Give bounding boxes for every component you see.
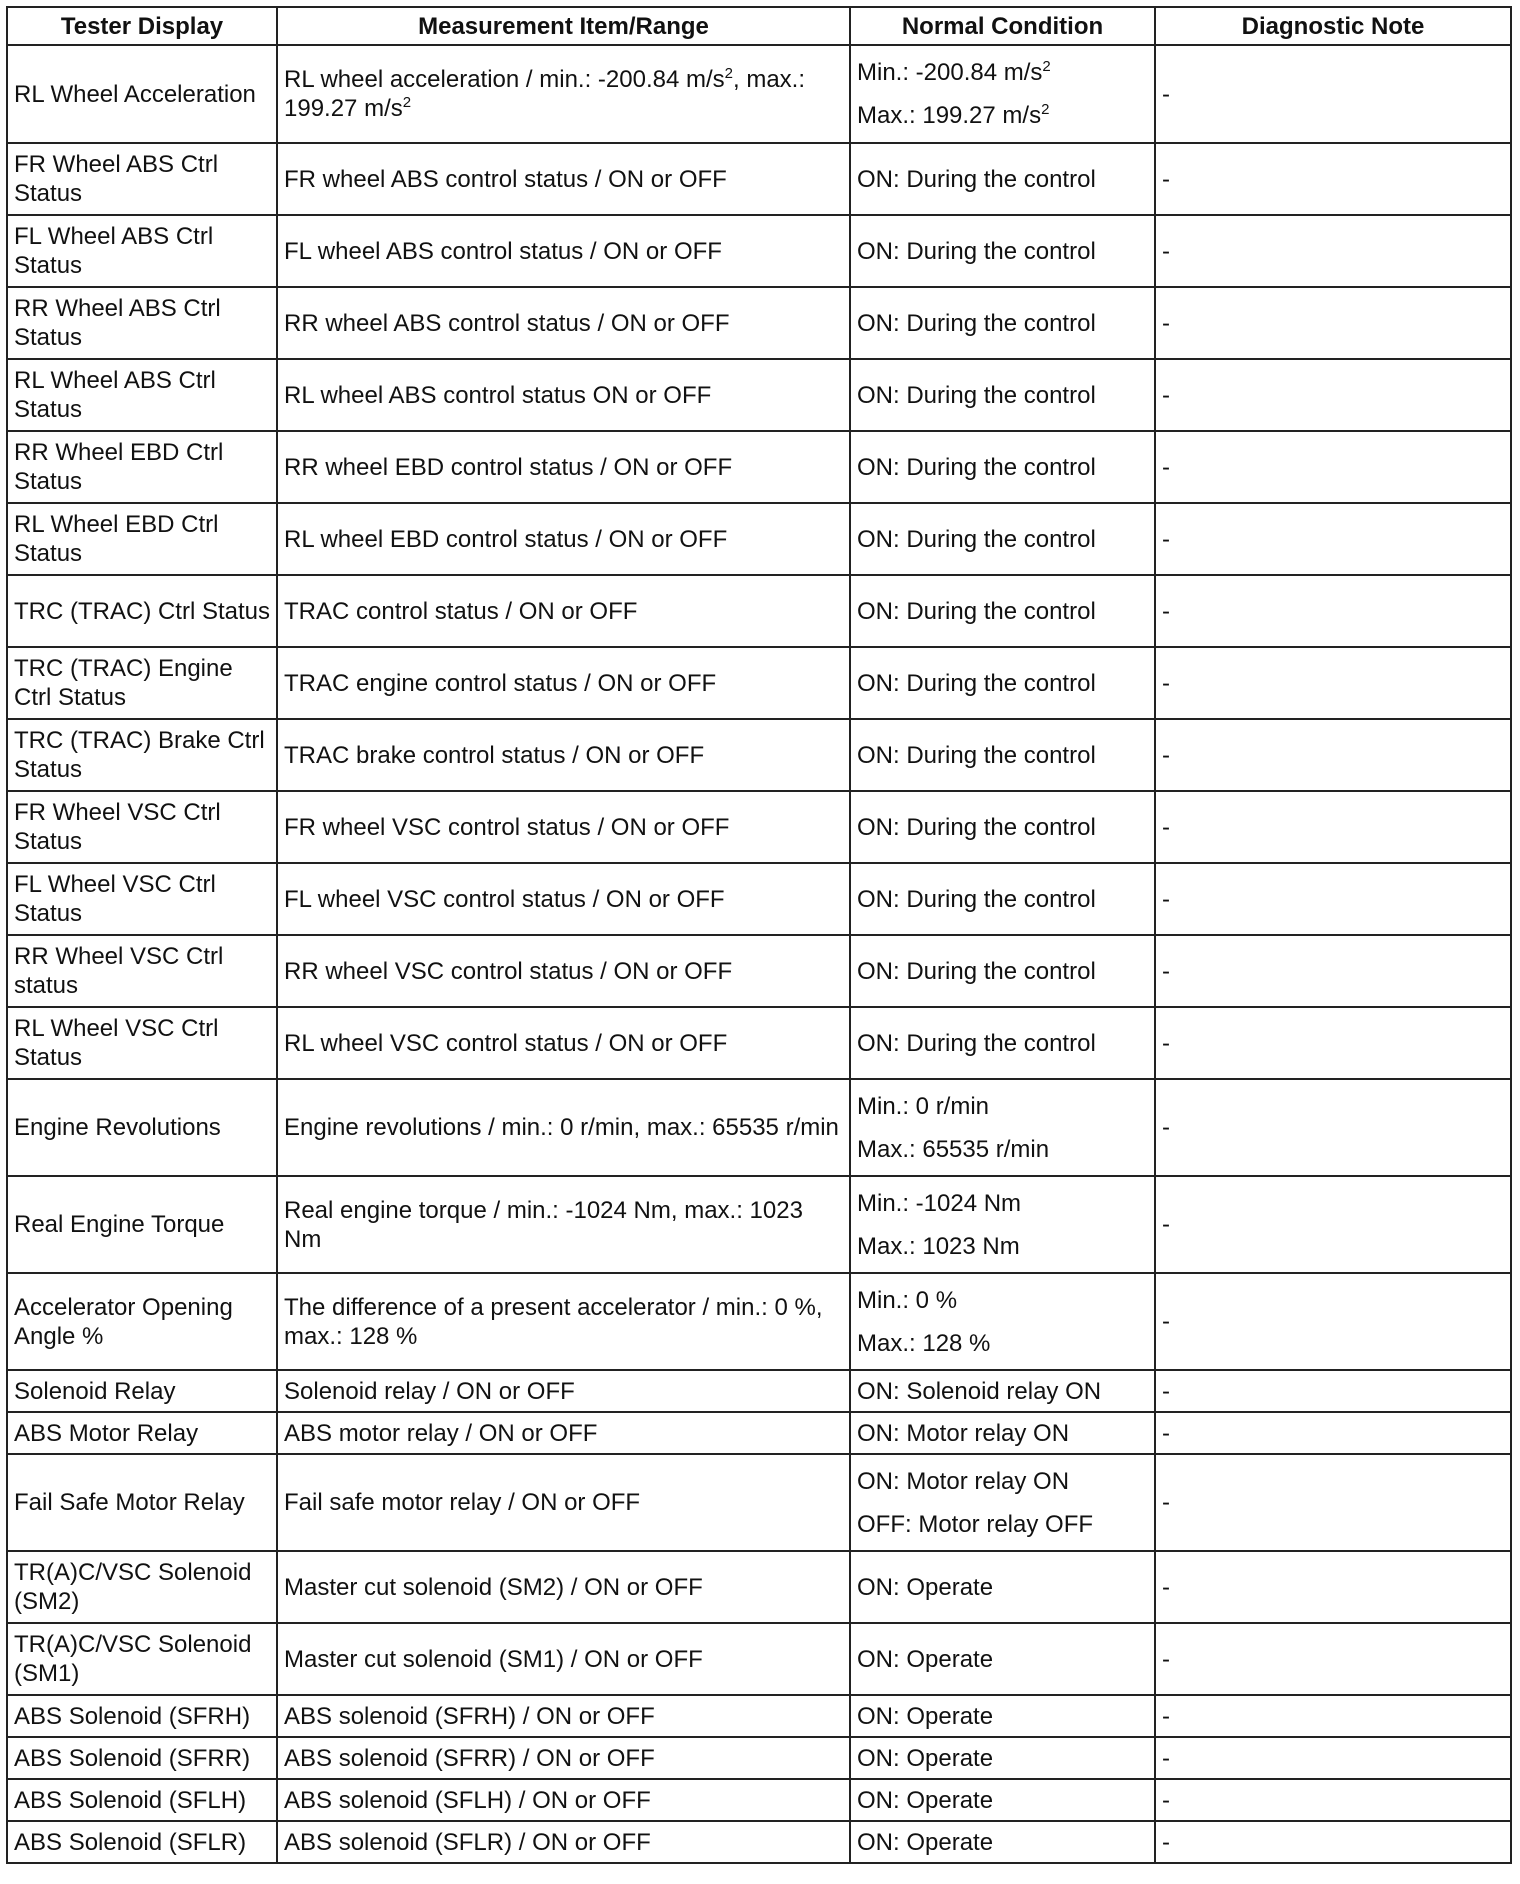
normal-condition-line: ON: During the control xyxy=(857,453,1096,481)
header-diagnostic-note: Diagnostic Note xyxy=(1155,7,1511,45)
table-row xyxy=(7,1737,1511,1779)
normal-condition-line: Min.: -200.84 $m/s^2$ xyxy=(857,58,1051,86)
cell-diagnostic-note: - xyxy=(1155,1273,1511,1370)
header-tester-display: Tester Display xyxy=(7,7,277,45)
cell-normal-condition xyxy=(850,935,1155,1007)
cell-measurement-item: RR wheel VSC control status / ON or OFF xyxy=(277,935,850,1007)
normal-condition-line: ON: Solenoid relay ON xyxy=(857,1377,1102,1405)
table-row xyxy=(7,935,1511,1007)
cell-tester-display: RL Wheel VSC Ctrl Status xyxy=(7,1007,277,1079)
table-row xyxy=(7,431,1511,503)
header-normal-condition: Normal Condition xyxy=(850,7,1155,45)
cell-diagnostic-note: - xyxy=(1155,359,1511,431)
cell-tester-display: Engine Revolutions xyxy=(7,1079,277,1176)
cell-measurement-item: ABS solenoid (SFRH) / ON or OFF xyxy=(277,1695,850,1737)
normal-condition-line: ON: During the control xyxy=(857,1029,1096,1057)
cell-diagnostic-note: - xyxy=(1155,647,1511,719)
cell-diagnostic-note: - xyxy=(1155,1079,1511,1176)
cell-normal-condition xyxy=(850,359,1155,431)
table-row xyxy=(7,1695,1511,1737)
cell-normal-condition xyxy=(850,215,1155,287)
cell-measurement-item: TRAC control status / ON or OFF xyxy=(277,575,850,647)
cell-normal-condition xyxy=(850,863,1155,935)
table-row xyxy=(7,647,1511,719)
cell-diagnostic-note: - xyxy=(1155,1737,1511,1779)
data-list-sheet xyxy=(6,6,1510,1864)
cell-measurement-item: Engine revolutions / min.: 0 r/min, max.: 65535 r/min xyxy=(277,1079,850,1176)
table-row xyxy=(7,791,1511,863)
cell-measurement-item: RL wheel EBD control status / ON or OFF xyxy=(277,503,850,575)
table-row xyxy=(7,503,1511,575)
cell-normal-condition xyxy=(850,575,1155,647)
cell-diagnostic-note: - xyxy=(1155,575,1511,647)
cell-measurement-item: Fail safe motor relay / ON or OFF xyxy=(277,1454,850,1551)
cell-diagnostic-note: - xyxy=(1155,1454,1511,1551)
cell-tester-display: TRC (TRAC) Ctrl Status xyxy=(7,575,277,647)
normal-condition-line: OFF: Motor relay OFF xyxy=(857,1510,1094,1538)
normal-condition-line: ON: During the control xyxy=(857,597,1096,625)
cell-measurement-item: Master cut solenoid (SM2) / ON or OFF xyxy=(277,1551,850,1623)
normal-condition-line: ON: Operate xyxy=(857,1744,994,1772)
normal-condition-line: ON: During the control xyxy=(857,813,1096,841)
cell-normal-condition xyxy=(850,1623,1155,1695)
table-row xyxy=(7,359,1511,431)
cell-tester-display: TRC (TRAC) Engine Ctrl Status xyxy=(7,647,277,719)
normal-condition-line: Min.: 0 r/min xyxy=(857,1092,990,1120)
header-measurement-item: Measurement Item/Range xyxy=(277,7,850,45)
table-row xyxy=(7,863,1511,935)
table-row xyxy=(7,1551,1511,1623)
normal-condition-line: Min.: -1024 Nm xyxy=(857,1189,1022,1217)
cell-measurement-item: RR wheel EBD control status / ON or OFF xyxy=(277,431,850,503)
cell-diagnostic-note: - xyxy=(1155,1779,1511,1821)
cell-diagnostic-note: - xyxy=(1155,1821,1511,1863)
cell-measurement-item: RL wheel VSC control status / ON or OFF xyxy=(277,1007,850,1079)
cell-tester-display: RL Wheel EBD Ctrl Status xyxy=(7,503,277,575)
normal-condition-line: ON: During the control xyxy=(857,885,1096,913)
cell-normal-condition xyxy=(850,1454,1155,1551)
cell-diagnostic-note: - xyxy=(1155,863,1511,935)
cell-diagnostic-note: - xyxy=(1155,503,1511,575)
cell-measurement-item: ABS solenoid (SFRR) / ON or OFF xyxy=(277,1737,850,1779)
cell-tester-display: Solenoid Relay xyxy=(7,1370,277,1412)
cell-normal-condition xyxy=(850,647,1155,719)
cell-measurement-item: Solenoid relay / ON or OFF xyxy=(277,1370,850,1412)
cell-normal-condition xyxy=(850,1273,1155,1370)
data-list-table xyxy=(6,6,1512,1864)
cell-tester-display: ABS Solenoid (SFRR) xyxy=(7,1737,277,1779)
table-row xyxy=(7,1007,1511,1079)
cell-measurement-item: RL wheel acceleration / min.: -200.84 $m/s^2$, max.: 199.27 $m/s^2$ xyxy=(277,45,850,143)
normal-condition-line: ON: During the control xyxy=(857,381,1096,409)
table-row xyxy=(7,1412,1511,1454)
cell-tester-display: RL Wheel ABS Ctrl Status xyxy=(7,359,277,431)
cell-diagnostic-note: - xyxy=(1155,1695,1511,1737)
header-row xyxy=(7,7,1511,45)
normal-condition-line: ON: Operate xyxy=(857,1573,994,1601)
normal-condition-line: ON: During the control xyxy=(857,165,1096,193)
table-row xyxy=(7,1176,1511,1273)
cell-measurement-item: Master cut solenoid (SM1) / ON or OFF xyxy=(277,1623,850,1695)
cell-normal-condition xyxy=(850,1551,1155,1623)
table-row xyxy=(7,1079,1511,1176)
cell-measurement-item: FR wheel ABS control status / ON or OFF xyxy=(277,143,850,215)
cell-tester-display: ABS Solenoid (SFLH) xyxy=(7,1779,277,1821)
table-row xyxy=(7,1623,1511,1695)
cell-tester-display: Real Engine Torque xyxy=(7,1176,277,1273)
cell-diagnostic-note: - xyxy=(1155,215,1511,287)
cell-diagnostic-note: - xyxy=(1155,1370,1511,1412)
cell-diagnostic-note: - xyxy=(1155,1007,1511,1079)
cell-tester-display: FR Wheel VSC Ctrl Status xyxy=(7,791,277,863)
table-body xyxy=(7,45,1511,1863)
cell-normal-condition xyxy=(850,1737,1155,1779)
cell-measurement-item: Real engine torque / min.: -1024 Nm, max.: 1023 Nm xyxy=(277,1176,850,1273)
cell-tester-display: ABS Solenoid (SFRH) xyxy=(7,1695,277,1737)
cell-diagnostic-note: - xyxy=(1155,719,1511,791)
normal-condition-line: ON: Operate xyxy=(857,1786,994,1814)
table-row xyxy=(7,1273,1511,1370)
cell-normal-condition xyxy=(850,1370,1155,1412)
table-row xyxy=(7,1779,1511,1821)
cell-measurement-item: ABS solenoid (SFLR) / ON or OFF xyxy=(277,1821,850,1863)
cell-normal-condition xyxy=(850,1079,1155,1176)
cell-tester-display: RR Wheel EBD Ctrl Status xyxy=(7,431,277,503)
cell-tester-display: TR(A)C/VSC Solenoid (SM2) xyxy=(7,1551,277,1623)
cell-tester-display: RR Wheel ABS Ctrl Status xyxy=(7,287,277,359)
normal-condition-line: ON: Motor relay ON xyxy=(857,1419,1070,1447)
cell-diagnostic-note: - xyxy=(1155,1623,1511,1695)
cell-measurement-item: FL wheel VSC control status / ON or OFF xyxy=(277,863,850,935)
cell-tester-display: RR Wheel VSC Ctrl status xyxy=(7,935,277,1007)
table-row xyxy=(7,143,1511,215)
cell-diagnostic-note: - xyxy=(1155,791,1511,863)
table-row xyxy=(7,719,1511,791)
normal-condition-line: Max.: 65535 r/min xyxy=(857,1135,1050,1163)
cell-tester-display: Fail Safe Motor Relay xyxy=(7,1454,277,1551)
cell-normal-condition xyxy=(850,287,1155,359)
cell-measurement-item: The difference of a present accelerator / min.: 0 %, max.: 128 % xyxy=(277,1273,850,1370)
normal-condition-line: ON: During the control xyxy=(857,525,1096,553)
normal-condition-line: ON: During the control xyxy=(857,957,1096,985)
cell-tester-display: Accelerator Opening Angle % xyxy=(7,1273,277,1370)
cell-tester-display: FL Wheel VSC Ctrl Status xyxy=(7,863,277,935)
cell-measurement-item: TRAC brake control status / ON or OFF xyxy=(277,719,850,791)
cell-measurement-item: FR wheel VSC control status / ON or OFF xyxy=(277,791,850,863)
normal-condition-line: ON: During the control xyxy=(857,309,1096,337)
cell-normal-condition xyxy=(850,1695,1155,1737)
table-row xyxy=(7,1454,1511,1551)
cell-tester-display: FR Wheel ABS Ctrl Status xyxy=(7,143,277,215)
normal-condition-line: ON: Operate xyxy=(857,1828,994,1856)
normal-condition-line: ON: Motor relay ON xyxy=(857,1467,1070,1495)
cell-normal-condition xyxy=(850,503,1155,575)
table-row xyxy=(7,287,1511,359)
cell-tester-display: FL Wheel ABS Ctrl Status xyxy=(7,215,277,287)
cell-diagnostic-note: - xyxy=(1155,1412,1511,1454)
table-row xyxy=(7,1821,1511,1863)
cell-normal-condition xyxy=(850,143,1155,215)
table-row xyxy=(7,45,1511,143)
cell-diagnostic-note: - xyxy=(1155,1551,1511,1623)
cell-tester-display: TRC (TRAC) Brake Ctrl Status xyxy=(7,719,277,791)
cell-diagnostic-note: - xyxy=(1155,143,1511,215)
normal-condition-line: ON: Operate xyxy=(857,1645,994,1673)
cell-normal-condition xyxy=(850,1779,1155,1821)
normal-condition-line: Min.: 0 % xyxy=(857,1286,958,1314)
cell-tester-display: TR(A)C/VSC Solenoid (SM1) xyxy=(7,1623,277,1695)
normal-condition-line: Max.: 1023 Nm xyxy=(857,1232,1020,1260)
cell-measurement-item: TRAC engine control status / ON or OFF xyxy=(277,647,850,719)
cell-measurement-item: RL wheel ABS control status ON or OFF xyxy=(277,359,850,431)
cell-normal-condition xyxy=(850,719,1155,791)
cell-diagnostic-note: - xyxy=(1155,431,1511,503)
table-row xyxy=(7,575,1511,647)
cell-diagnostic-note: - xyxy=(1155,45,1511,143)
table-row xyxy=(7,1370,1511,1412)
cell-normal-condition xyxy=(850,1412,1155,1454)
cell-normal-condition xyxy=(850,1176,1155,1273)
cell-measurement-item: ABS solenoid (SFLH) / ON or OFF xyxy=(277,1779,850,1821)
cell-measurement-item: FL wheel ABS control status / ON or OFF xyxy=(277,215,850,287)
cell-tester-display: ABS Solenoid (SFLR) xyxy=(7,1821,277,1863)
cell-tester-display: ABS Motor Relay xyxy=(7,1412,277,1454)
cell-diagnostic-note: - xyxy=(1155,287,1511,359)
normal-condition-line: ON: During the control xyxy=(857,669,1096,697)
table-row xyxy=(7,215,1511,287)
normal-condition-line: ON: During the control xyxy=(857,741,1096,769)
cell-normal-condition xyxy=(850,1007,1155,1079)
normal-condition-line: Max.: 128 % xyxy=(857,1329,991,1357)
normal-condition-line: ON: During the control xyxy=(857,237,1096,265)
normal-condition-line: Max.: 199.27 $m/s^2$ xyxy=(857,101,1050,129)
cell-normal-condition xyxy=(850,431,1155,503)
cell-diagnostic-note: - xyxy=(1155,935,1511,1007)
cell-measurement-item: RR wheel ABS control status / ON or OFF xyxy=(277,287,850,359)
normal-condition-line: ON: Operate xyxy=(857,1702,994,1730)
cell-normal-condition xyxy=(850,45,1155,143)
cell-measurement-item: ABS motor relay / ON or OFF xyxy=(277,1412,850,1454)
cell-normal-condition xyxy=(850,791,1155,863)
cell-diagnostic-note: - xyxy=(1155,1176,1511,1273)
cell-normal-condition xyxy=(850,1821,1155,1863)
cell-tester-display: RL Wheel Acceleration xyxy=(7,45,277,143)
